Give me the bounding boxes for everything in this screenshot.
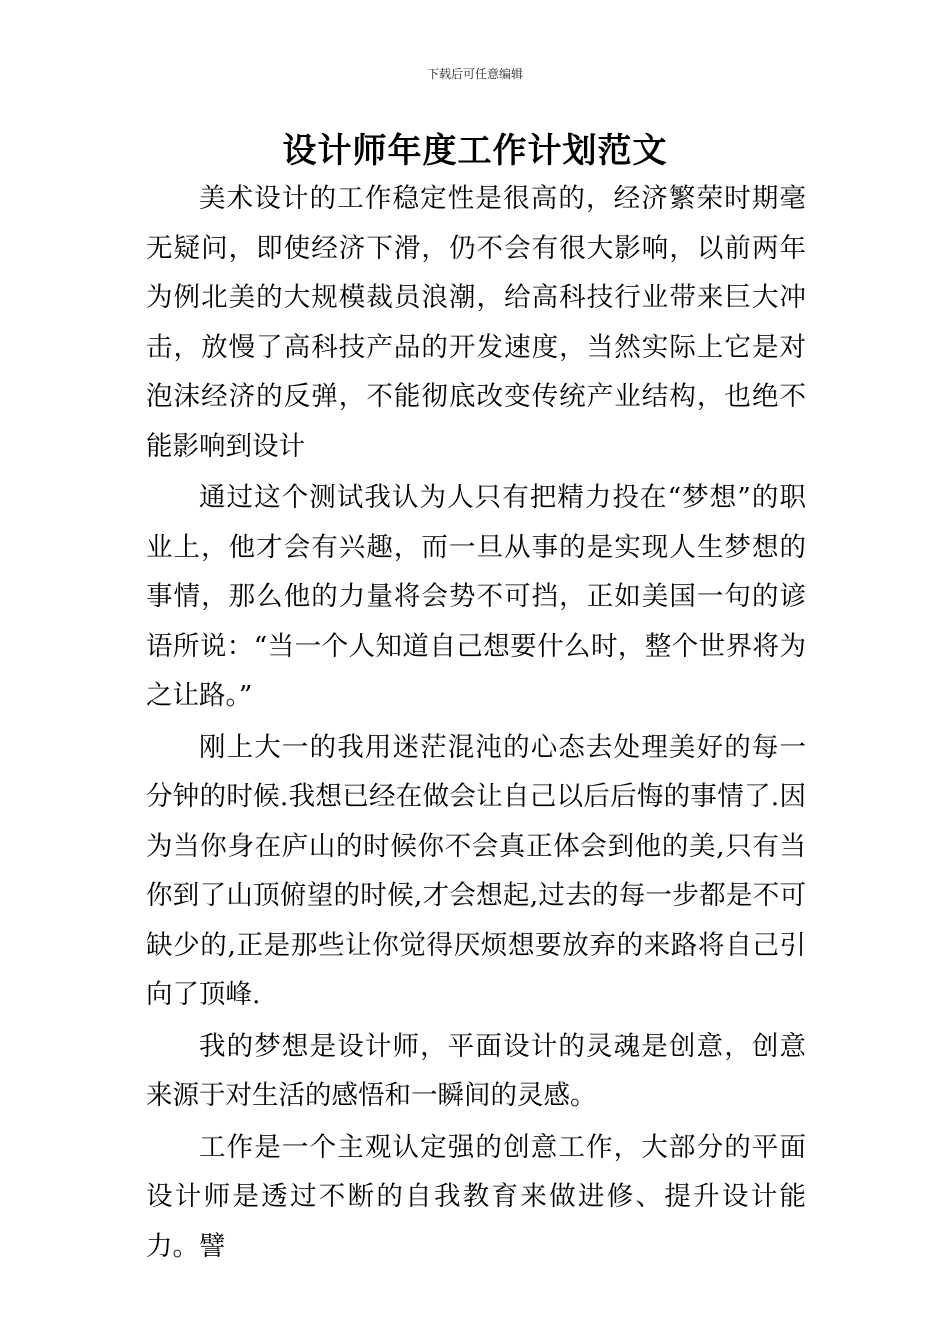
- paragraph-4: 我的梦想是设计师，平面设计的灵魂是创意，创意来源于对生活的感悟和一瞬间的灵感。: [146, 1030, 806, 1111]
- paragraph-3: 刚上大一的我用迷茫混沌的心态去处理美好的每一分钟的时候.我想已经在做会让自己以后后悔的事情了.因为当你身在庐山的时候你不会真正体会到他的美,只有当你到了山顶俯望的时候,才会想起,过去的每一步都是不可缺少的,正是那些让你觉得厌烦想要放弃的来路将自己引向了顶峰.: [146, 731, 806, 1010]
- document-title: 设计师年度工作计划范文: [282, 131, 668, 171]
- paragraph-1: 美术设计的工作稳定性是很高的，经济繁荣时期毫无疑问，即使经济下滑，仍不会有很大影响，以前两年为例北美的大规模裁员浪潮，给高科技行业带来巨大冲击，放慢了高科技产品的开发速度，当然实际上它是对泡沫经济的反弹，不能彻底改变传统产业结构，也绝不能影响到设计: [146, 183, 806, 462]
- paragraph-5: 工作是一个主观认定强的创意工作，大部分的平面设计师是透过不断的自我教育来做进修、提升设计能力。譬: [146, 1131, 806, 1262]
- paragraph-2: 通过这个测试我认为人只有把精力投在“梦想”的职业上，他才会有兴趣，而一旦从事的是实现人生梦想的事情，那么他的力量将会势不可挡，正如美国一句的谚语所说：“当一个人知道自己想要什么时，整个世界将为之让路。”: [146, 482, 806, 711]
- header-note: 下载后可任意编辑: [426, 67, 523, 81]
- document-body: [146, 174, 806, 1273]
